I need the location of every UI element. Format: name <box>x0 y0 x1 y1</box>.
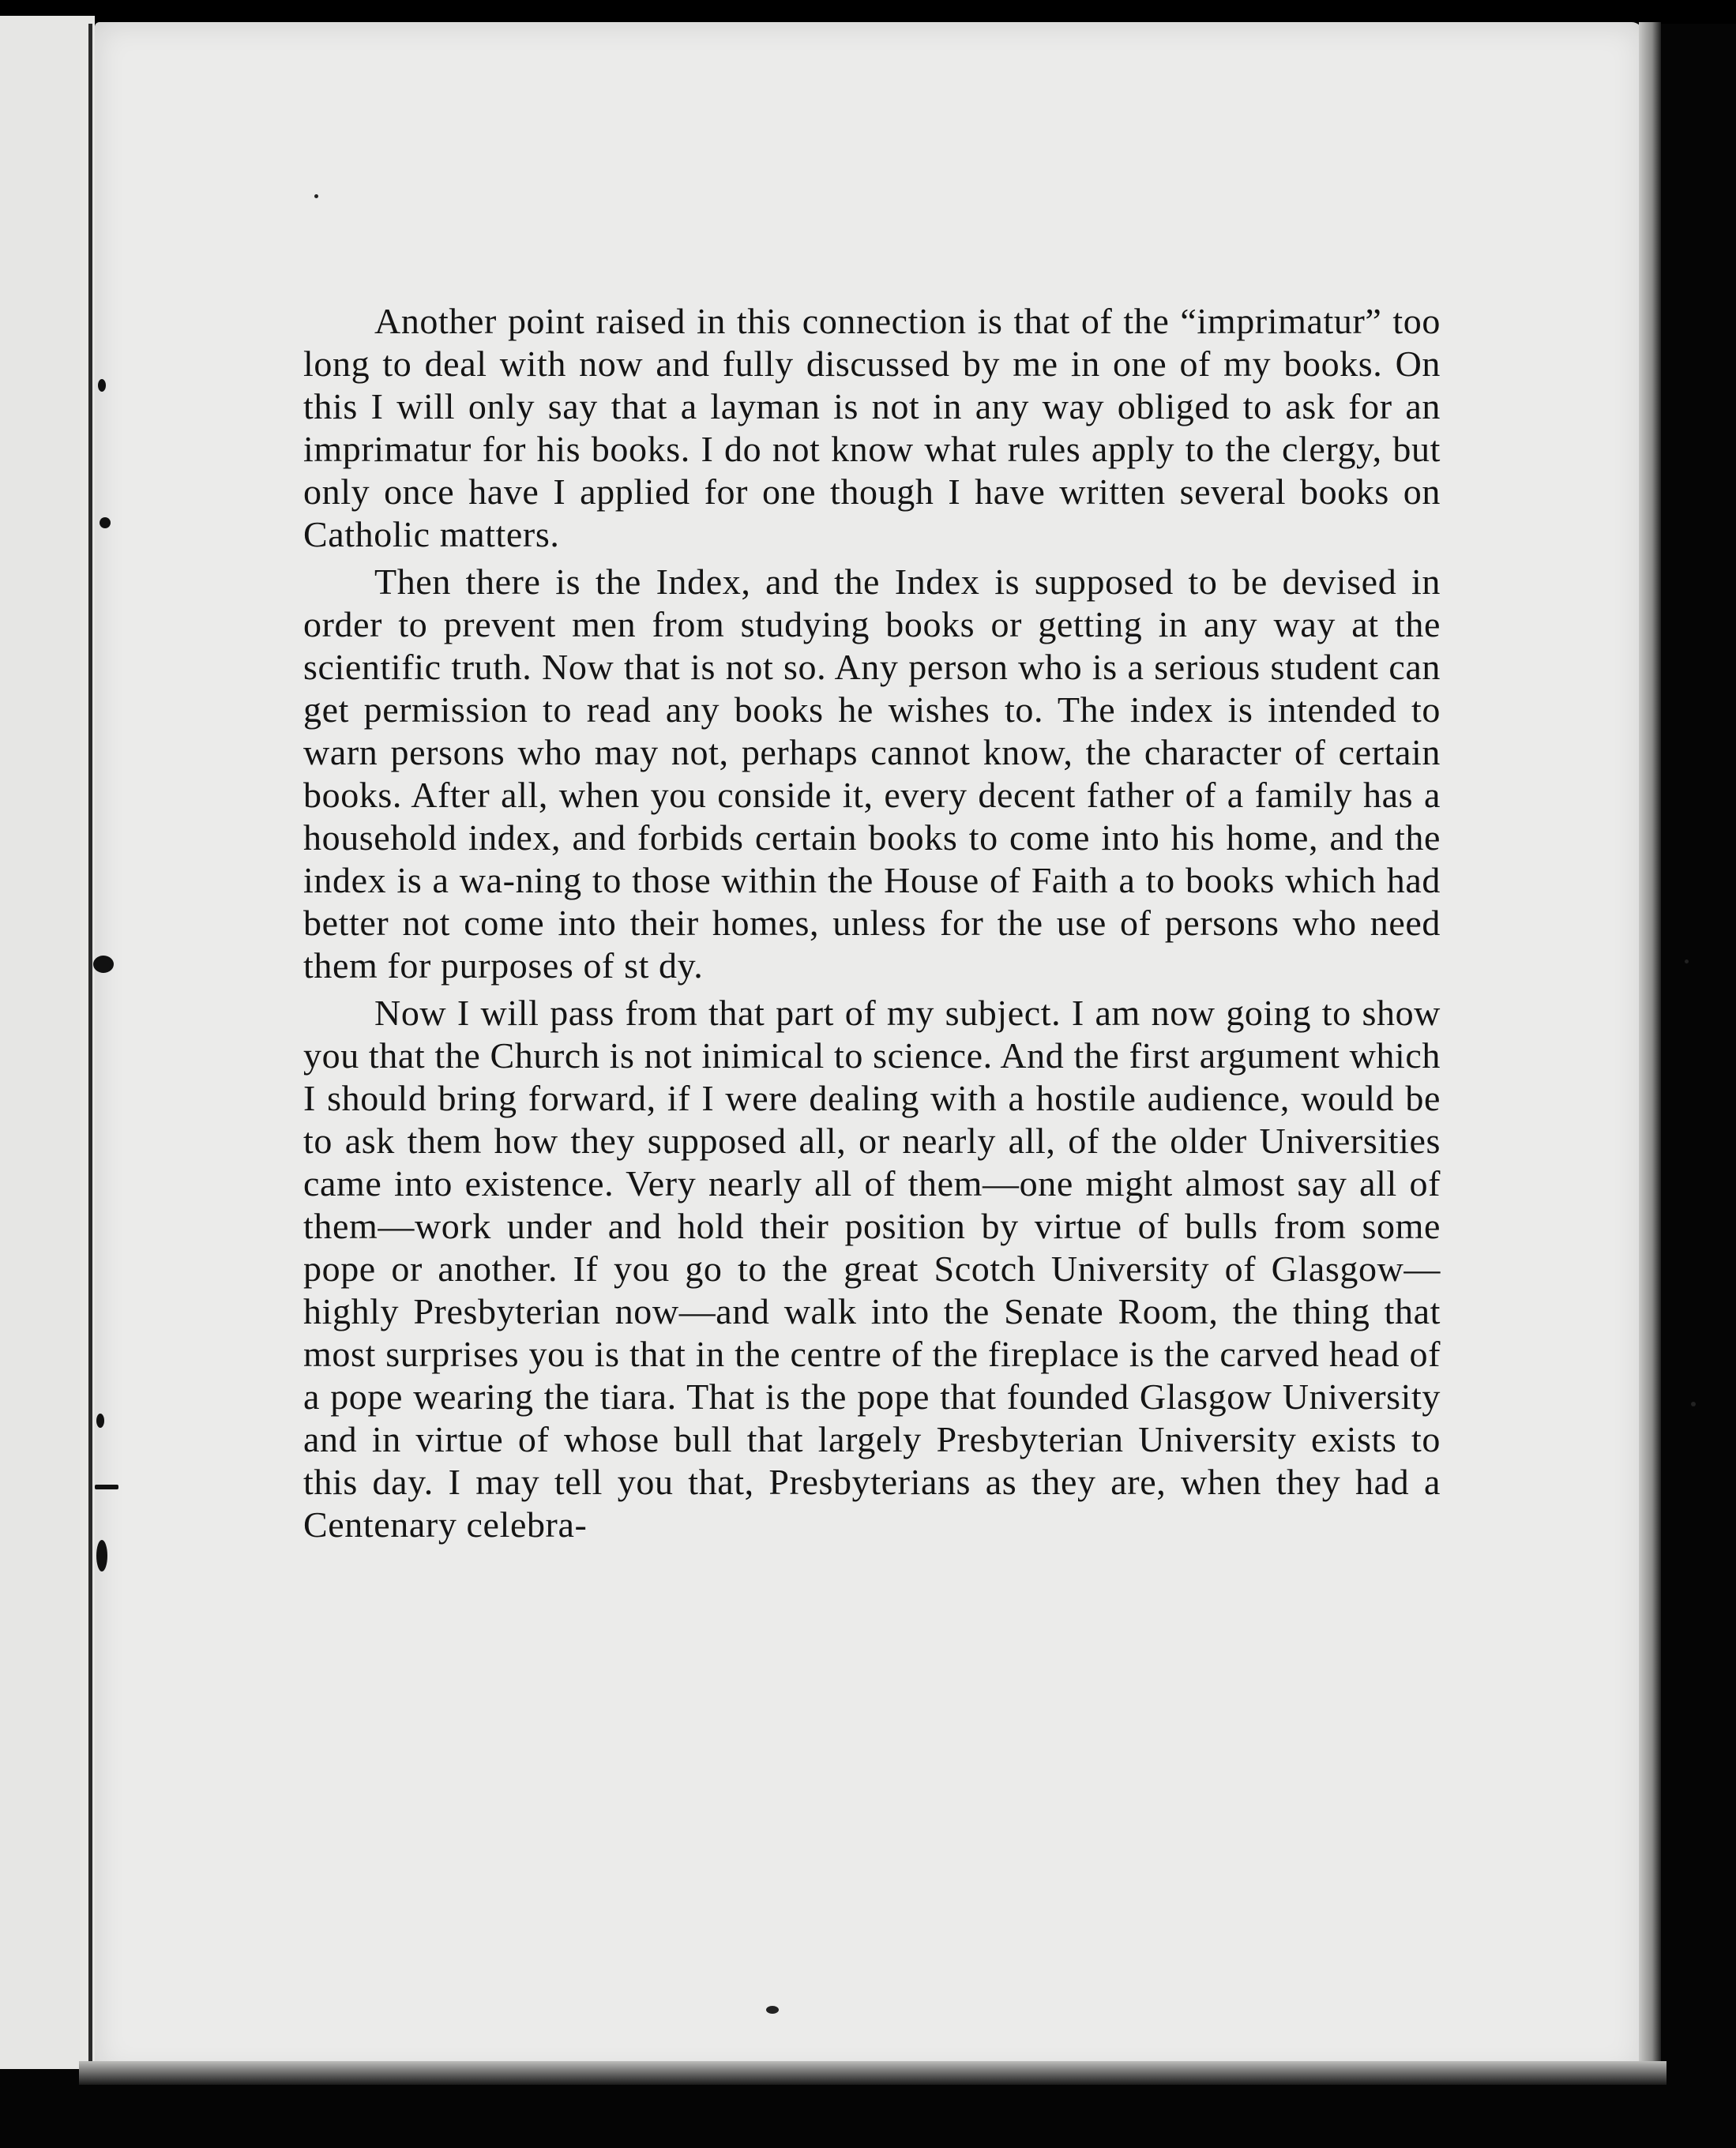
binding-mark <box>95 1485 118 1489</box>
paragraph-index: Then there is the Index, and the Index is supposed to be devised in order to prevent men from studying books or getting in any way at the scientific truth. Now that is not so. Any person who is a serious student can get permission to read any books he wishes to. The index is intended to warn persons who may not, perhaps cannot know, the character of certain books. After all, when you conside it, every decent father of a family has a household index, and forbids certain books to come into his home, and the index is a wa-ning to those within the House of Faith a to books which had better not come into their homes, unless for the use of persons who need them for purposes of st dy. <box>303 561 1441 986</box>
binding-mark <box>98 379 106 392</box>
binding-mark <box>100 517 111 528</box>
page-bottom-edge <box>79 2061 1666 2085</box>
binding-mark <box>96 1414 104 1428</box>
facing-page-edge <box>0 16 95 2069</box>
page-body-text <box>303 300 1441 1551</box>
binding-mark <box>93 956 114 973</box>
paragraph-imprimatur: Another point raised in this connection is that of the “imprimatur” too long to deal with now and fully discussed by me in one of my books. On this I will only say that a layman is not in any way obliged to ask for an imprimatur for his books. I do not know what rules apply to the clergy, but only once have I applied for one though I have written several books on Catholic matters. <box>303 301 1441 554</box>
binding-mark <box>96 1540 107 1572</box>
paragraph-universities: Now I will pass from that part of my subject. I am now going to show you that the Church is not inimical to science. And the first argument which I should bring forward, if I were dealing with a hostile audience, would be to ask them how they supposed all, or nearly all, of the older Universities came into existence. Very nearly all of them—one might almost say all of them—work under and hold their position by virtue of bulls from some pope or another. If you go to the great Scotch University of Glasgow—highly Presbyterian now—and walk into the Senate Room, the thing that most surprises you is that in the centre of the fireplace is the carved head of a pope wearing the tiara. That is the pope that founded Glasgow University and in virtue of whose bull that largely Presbyterian University exists to this day. I may tell you that, Presbyterians as they are, when they had a Centenary celebra- <box>303 993 1441 1545</box>
binding-fold-line <box>88 24 92 2069</box>
scan-top-shadow <box>0 0 1736 24</box>
page-right-edge <box>1639 22 1661 2075</box>
